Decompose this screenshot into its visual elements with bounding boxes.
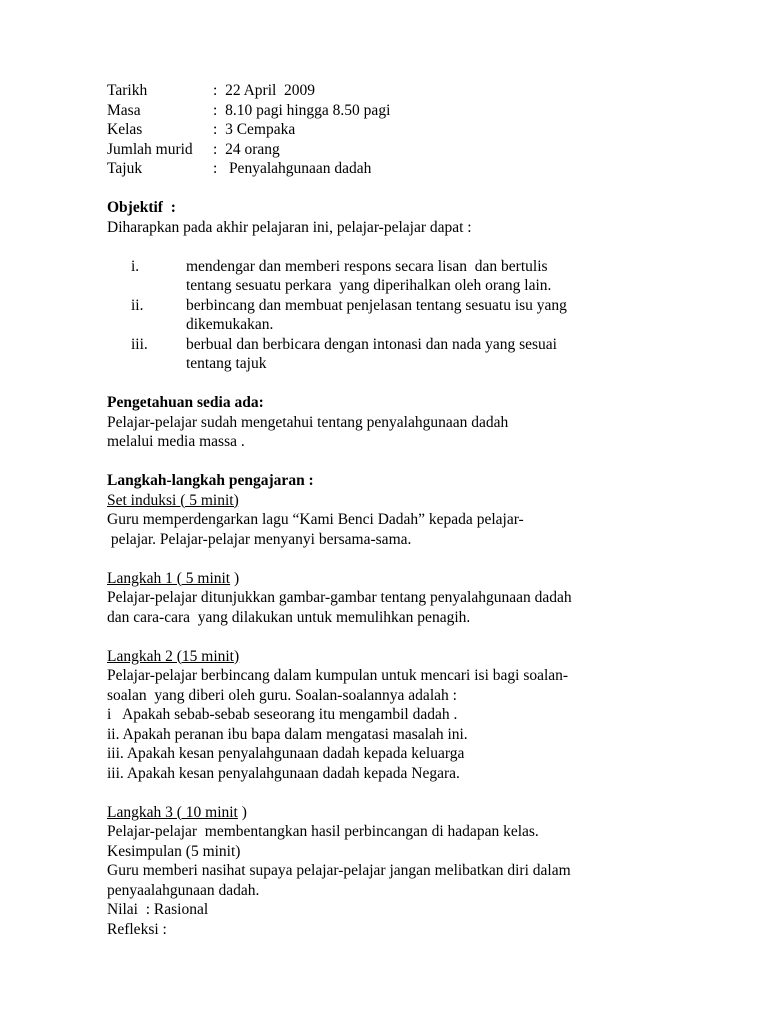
langkah3-heading-underlined: Langkah 3 ( 10 minit — [107, 803, 238, 821]
field-separator: : — [213, 121, 218, 138]
langkah1-heading-underlined: Langkah 1 ( 5 minit — [107, 569, 231, 587]
list-number: i. — [131, 257, 140, 275]
list-text: berbual dan berbicara dengan intonasi dan nada yang sesuai — [186, 335, 557, 353]
field-label: Jumlah murid — [107, 140, 193, 158]
list-text: dikemukakan. — [186, 316, 274, 333]
field-value: 22 April 2009 — [225, 82, 316, 99]
field-value: 3 Cempaka — [225, 121, 296, 138]
field-label: Tajuk — [107, 160, 143, 177]
pengetahuan-heading: Pengetahuan sedia ada: — [107, 394, 264, 411]
set-induksi-heading: Set induksi ( 5 minit) — [107, 491, 239, 509]
list-text: mendengar dan memberi respons secara lisan dan bertulis — [186, 257, 548, 275]
langkah3-heading — [107, 803, 727, 823]
langkah2-heading: Langkah 2 (15 minit) — [107, 647, 240, 665]
kesimpulan-heading: Kesimpulan (5 minit) — [107, 842, 241, 860]
list-number: ii. — [131, 296, 144, 314]
field-value: 8.10 pagi hingga 8.50 pagi — [225, 101, 391, 119]
langkah2-text: soalan yang diberi oleh guru. Soalan-soalannya adalah : — [107, 686, 457, 704]
langkah2-text: Pelajar-pelajar berbincang dalam kumpulan untuk mencari isi bagi soalan- — [107, 667, 569, 684]
kesimpulan-text: penyaalahgunaan dadah. — [107, 881, 260, 899]
field-separator: : — [213, 140, 218, 158]
set-induksi-text: pelajar. Pelajar-pelajar menyanyi bersama-sama. — [107, 530, 412, 548]
field-value: 24 orang — [225, 140, 280, 158]
langkah2-question: iii. Apakah kesan penyalahgunaan dadah kepada keluarga — [107, 745, 465, 762]
field-label: Tarikh — [107, 82, 148, 99]
field-kelas — [107, 120, 727, 140]
field-tarikh — [107, 81, 727, 101]
list-text: tentang sesuatu perkara yang diperihalkan oleh orang lain. — [186, 277, 552, 294]
langkah1-text: Pelajar-pelajar ditunjukkan gambar-gambar tentang penyalahgunaan dadah — [107, 589, 572, 606]
field-label: Kelas — [107, 121, 143, 138]
lesson-plan — [107, 81, 727, 939]
field-jumlah-murid — [107, 140, 727, 160]
langkah1-text: dan cara-cara yang dilakukan untuk memulihkan penagih. — [107, 608, 471, 626]
field-separator: : — [213, 82, 218, 99]
set-induksi-text: Guru memperdengarkan lagu “Kami Benci Dadah” kepada pelajar- — [107, 511, 524, 528]
pengetahuan-text: Pelajar-pelajar sudah mengetahui tentang penyalahgunaan dadah — [107, 413, 509, 431]
langkah1-heading-rest: ) — [230, 569, 240, 587]
objektif-intro: Diharapkan pada akhir pelajaran ini, pelajar-pelajar dapat : — [107, 218, 472, 236]
langkah3-text: Pelajar-pelajar membentangkan hasil perbincangan di hadapan kelas. — [107, 823, 539, 840]
langkah3-heading-rest: ) — [237, 803, 247, 821]
langkah2-question: i Apakah sebab-sebab seseorang itu mengambil dadah . — [107, 706, 458, 723]
field-separator: : — [213, 160, 218, 177]
field-separator: : — [213, 101, 218, 119]
objektif-heading: Objektif : — [107, 199, 176, 216]
langkah-heading: Langkah-langkah pengajaran : — [107, 472, 314, 489]
field-tajuk — [107, 159, 727, 179]
langkah2-question: ii. Apakah peranan ibu bapa dalam mengatasi masalah ini. — [107, 725, 468, 743]
list-item — [107, 335, 727, 374]
list-text: berbincang dan membuat penjelasan tentang sesuatu isu yang — [186, 296, 567, 314]
field-value: Penyalahgunaan dadah — [225, 160, 372, 177]
field-label: Masa — [107, 101, 141, 119]
nilai: Nilai : Rasional — [107, 901, 209, 918]
list-number: iii. — [131, 335, 148, 353]
refleksi: Refleksi : — [107, 920, 167, 938]
field-masa — [107, 101, 727, 121]
list-item — [107, 296, 727, 335]
list-text: tentang tajuk — [186, 355, 267, 372]
header-fields — [107, 81, 727, 179]
pengetahuan-text: melalui media massa . — [107, 433, 245, 450]
langkah2-question: iii. Apakah kesan penyalahgunaan dadah kepada Negara. — [107, 764, 460, 782]
objektif-list — [107, 257, 727, 374]
langkah1-heading — [107, 569, 727, 589]
list-item — [107, 257, 727, 296]
kesimpulan-text: Guru memberi nasihat supaya pelajar-pelajar jangan melibatkan diri dalam — [107, 862, 571, 879]
